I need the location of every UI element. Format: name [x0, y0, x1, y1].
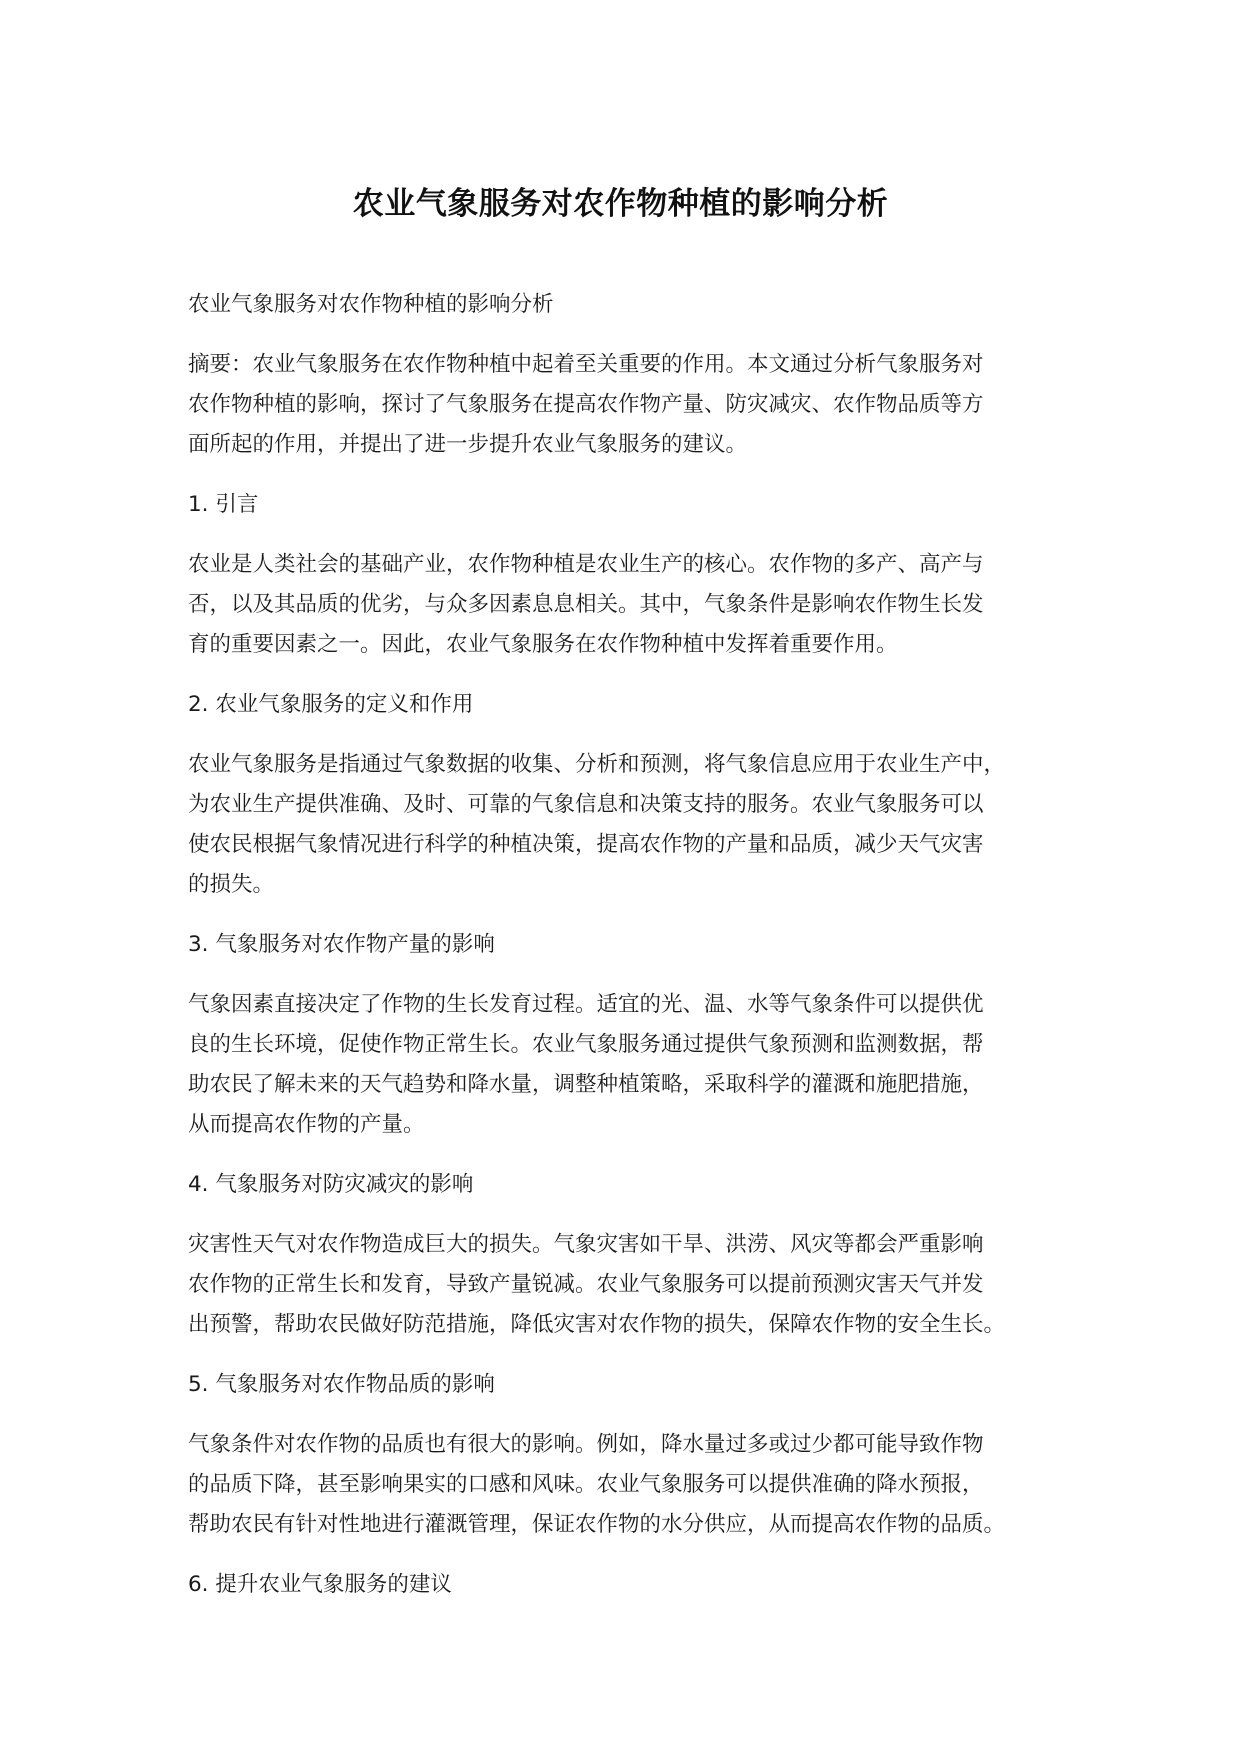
section-heading-disaster: 4. 气象服务对防灾减灾的影响: [188, 1172, 474, 1197]
section-heading-yield: 3. 气象服务对农作物产量的影响: [188, 932, 495, 957]
document-title: 农业气象服务对农作物种植的影响分析: [352, 186, 889, 222]
section-body-quality: 气象条件对农作物的品质也有很大的影响。例如，降水量过多或过少都可能导致作物 的品质下降，甚至影响果实的口感和风味。农业气象服务可以提供准确的降水预报， 帮助农民有针对性地进行灌溉管理，保证农作物的水分供应，从而提高农作物的品质。: [188, 1432, 1006, 1537]
document-subtitle: 农业气象服务对农作物种植的影响分析: [188, 292, 554, 317]
section-heading-quality: 5. 气象服务对农作物品质的影响: [188, 1372, 495, 1397]
section-body-yield: 气象因素直接决定了作物的生长发育过程。适宜的光、温、水等气象条件可以提供优 良的生长环境，促使作物正常生长。农业气象服务通过提供气象预测和监测数据，帮 助农民了解未来的天气趋势和降水量，调整种植策略，采取科学的灌溉和施肥措施， 从而提高农作物的产量。: [188, 992, 984, 1137]
section-heading-suggestions: 6. 提升农业气象服务的建议: [188, 1572, 452, 1597]
section-heading-introduction: 1. 引言: [188, 492, 259, 517]
document-body: [188, 285, 1078, 1625]
section-body-introduction: 农业是人类社会的基础产业，农作物种植是农业生产的核心。农作物的多产、高产与 否，以及其品质的优劣，与众多因素息息相关。其中，气象条件是影响农作物生长发 育的重要因素之一。因此，农业气象服务在农作物种植中发挥着重要作用。: [188, 552, 984, 657]
section-body-disaster: 灾害性天气对农作物造成巨大的损失。气象灾害如干旱、洪涝、风灾等都会严重影响 农作物的正常生长和发育，导致产量锐减。农业气象服务可以提前预测灾害天气并发 出预警，帮助农民做好防范措施，降低灾害对农作物的损失，保障农作物的安全生长。: [188, 1232, 1006, 1337]
abstract-paragraph: 摘要：农业气象服务在农作物种植中起着至关重要的作用。本文通过分析气象服务对 农作物种植的影响，探讨了气象服务在提高农作物产量、防灾减灾、农作物品质等方 面所起的作用，并提出了进一步提升农业气象服务的建议。: [188, 352, 984, 457]
section-body-definition: 农业气象服务是指通过气象数据的收集、分析和预测，将气象信息应用于农业生产中， 为农业生产提供准确、及时、可靠的气象信息和决策支持的服务。农业气象服务可以 使农民根据气象情况进行科学的种植决策，提高农作物的产量和品质，减少天气灾害 的损失。: [188, 752, 1006, 897]
section-heading-definition: 2. 农业气象服务的定义和作用: [188, 692, 474, 717]
